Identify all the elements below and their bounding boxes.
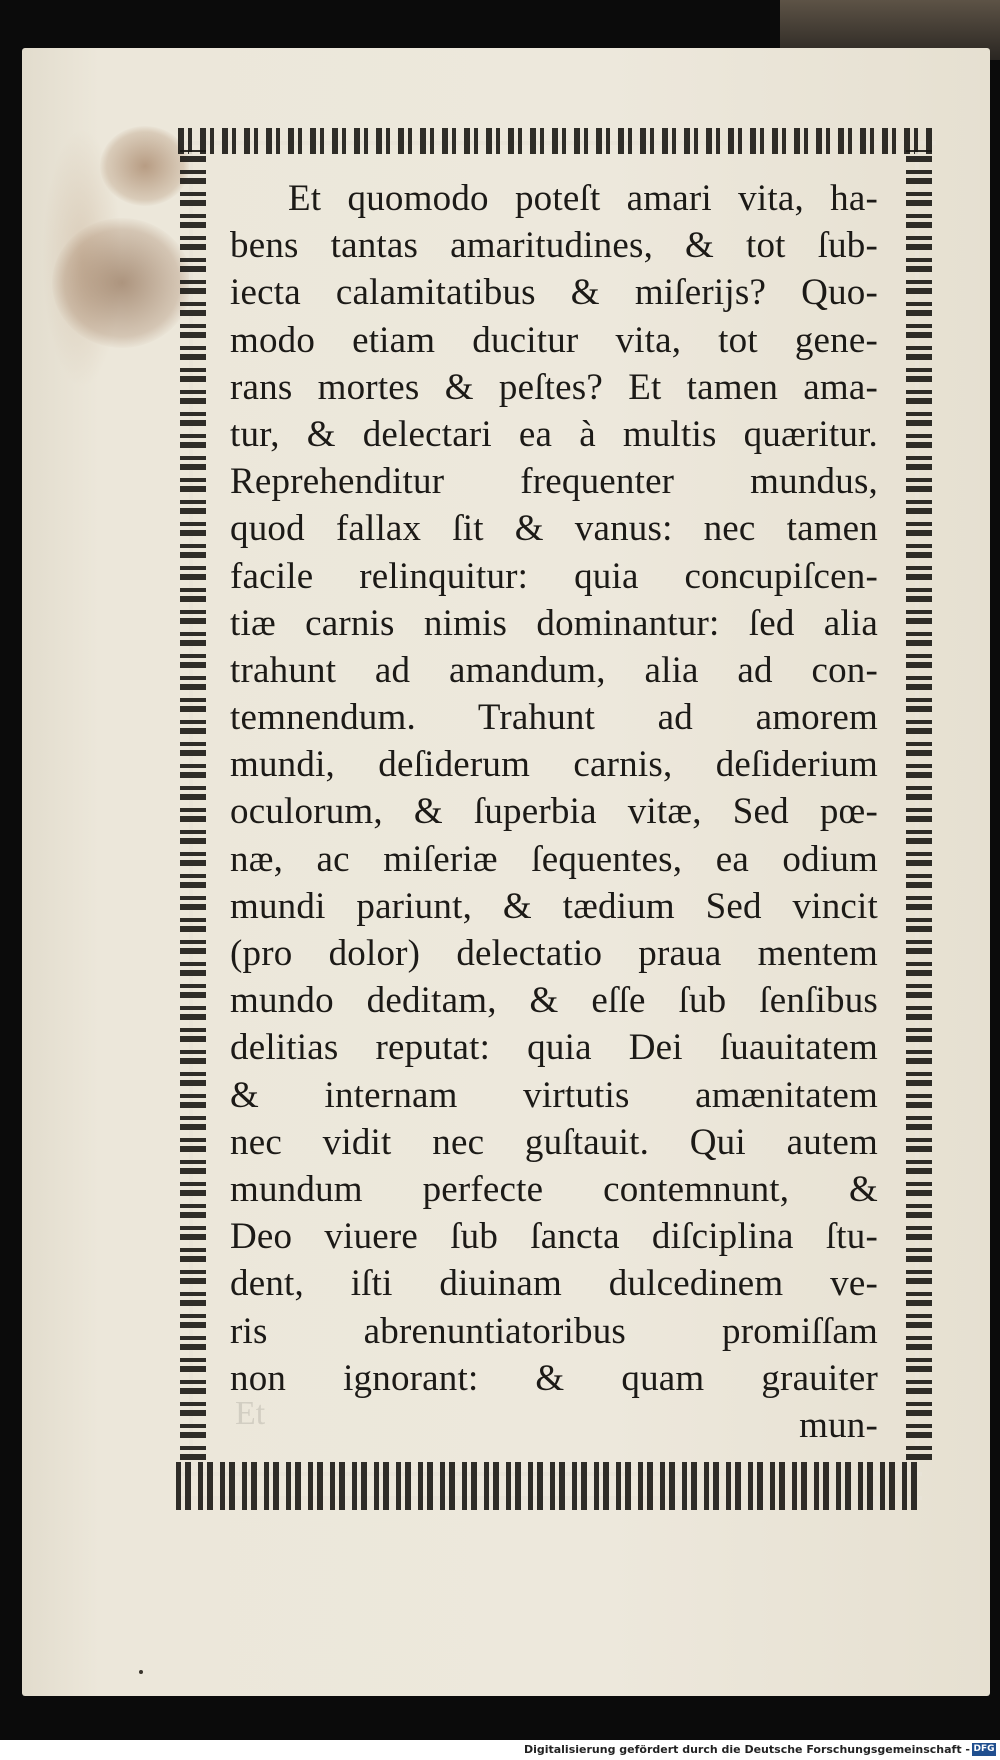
water-stain xyxy=(52,218,192,348)
text-line: temnendum. Trahunt ad amorem xyxy=(230,697,878,739)
ornamental-border-right xyxy=(906,150,932,1460)
text-line: quod fallax ſit & vanus: nec tamen xyxy=(230,508,878,550)
text-line: iecta calamitatibus & miſerijs? Quo- xyxy=(230,272,878,314)
text-line: mundi, deſiderum carnis, deſiderium xyxy=(230,744,878,786)
text-block xyxy=(230,175,878,1449)
ornamental-border-left xyxy=(180,150,206,1460)
text-line: rans mortes & peſtes? Et tamen ama- xyxy=(230,366,878,408)
text-line: bens tantas amaritudines, & tot ſub- xyxy=(230,225,878,267)
text-line: mundum perfecte contemnunt, & xyxy=(230,1168,878,1210)
text-line: oculorum, & ſuperbia vitæ, Sed pœ- xyxy=(230,791,878,833)
text-line: modo etiam ducitur vita, tot gene- xyxy=(230,319,878,361)
text-line: facile relinquitur: quia concupiſcen- xyxy=(230,555,878,597)
text-line: trahunt ad amandum, alia ad con- xyxy=(230,649,878,691)
digitization-credit: Digitalisierung gefördert durch die Deutsche Forschungsgemeinschaft - xyxy=(523,1743,970,1756)
ink-speck xyxy=(139,1670,143,1674)
text-line: Et quomodo poteſt amari vita, ha- xyxy=(288,178,878,219)
dfg-logo: DFG xyxy=(973,1744,995,1754)
text-line: Deo viuere ſub ſancta diſciplina ſtu- xyxy=(230,1216,878,1258)
catchword: mun- xyxy=(799,1404,878,1446)
show-through-text: Et xyxy=(235,1395,266,1432)
text-line: næ, ac miſeriæ ſequentes, ea odium xyxy=(230,838,878,880)
text-line: nec vidit nec guſtauit. Qui autem xyxy=(230,1121,878,1163)
text-line: ris abrenuntiatoribus promiſſam xyxy=(230,1310,878,1352)
text-line: (pro dolor) delectatio praua mentem xyxy=(230,933,878,974)
ornamental-border-bottom xyxy=(176,1462,922,1510)
text-line: non ignorant: & quam grauiter xyxy=(230,1357,878,1399)
text-line: tur, & delectari ea à multis quæritur. xyxy=(230,413,878,455)
text-line: tiæ carnis nimis dominantur: ſed alia xyxy=(230,602,878,644)
text-line: dent, iſti diuinam dulcedinem ve- xyxy=(230,1263,878,1305)
text-line: delitias reputat: quia Dei ſuauitatem xyxy=(230,1027,878,1069)
water-stain xyxy=(100,126,190,206)
text-line: Reprehenditur frequenter mundus, xyxy=(230,461,878,503)
text-line: mundo deditam, & eſſe ſub ſenſibus xyxy=(230,980,878,1022)
text-line: & internam virtutis amænitatem xyxy=(230,1074,878,1116)
text-line: mundi pariunt, & tædium Sed vincit xyxy=(230,885,878,927)
ornamental-border-top xyxy=(178,128,936,154)
